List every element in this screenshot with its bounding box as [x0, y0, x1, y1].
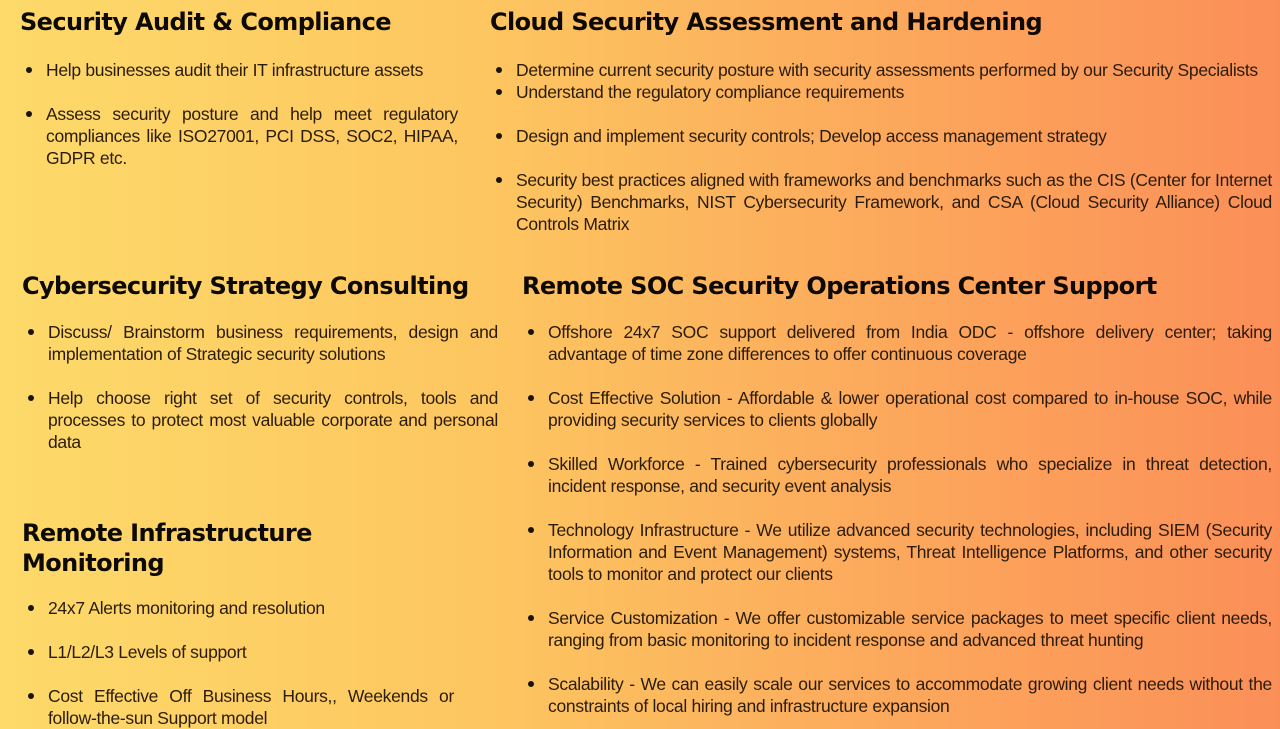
list-item: Discuss/ Brainstorm business requirements, design and implementation of Strategic security solutions: [22, 321, 498, 365]
bullet-list: [20, 59, 458, 169]
section-title: Security Audit & Compliance: [20, 8, 391, 36]
section-infrastructure-monitoring: [22, 518, 454, 729]
list-item: Help businesses audit their IT infrastructure assets: [20, 59, 458, 81]
list-item: Determine current security posture with security assessments performed by our Security Specialists: [490, 59, 1272, 81]
list-item: Design and implement security controls; Develop access management strategy: [490, 125, 1272, 147]
list-item: Offshore 24x7 SOC support delivered from India ODC - offshore delivery center; taking advantage of time zone differences to offer continuous coverage: [522, 321, 1272, 365]
list-item: Technology Infrastructure - We utilize advanced security technologies, including SIEM (Security Information and Event Management) systems, Threat Intelligence Platforms, and other security tools to monitor and protect our clients: [522, 519, 1272, 585]
list-item: Assess security posture and help meet regulatory compliances like ISO27001, PCI DSS, SOC2, HIPAA, GDPR etc.: [20, 103, 458, 169]
section-title: Cybersecurity Strategy Consulting: [22, 272, 469, 300]
section-cloud-security: [490, 7, 1272, 235]
list-item: Service Customization - We offer customizable service packages to meet specific client needs, ranging from basic monitoring to incident response and advanced threat hunting: [522, 607, 1272, 651]
list-item: Cost Effective Solution - Affordable & lower operational cost compared to in-house SOC, while providing security services to clients globally: [522, 387, 1272, 431]
section-title: Remote SOC Security Operations Center Support: [522, 272, 1157, 300]
list-item: L1/L2/L3 Levels of support: [22, 641, 454, 663]
section-remote-soc: [522, 271, 1272, 717]
list-item: Security best practices aligned with frameworks and benchmarks such as the CIS (Center for Internet Security) Benchmarks, NIST Cybersecurity Framework, and CSA (Cloud Security Alliance) Cloud Controls Matrix: [490, 169, 1272, 235]
section-strategy-consulting: [22, 271, 498, 453]
list-item: Cost Effective Off Business Hours,, Weekends or follow-the-sun Support model: [22, 685, 454, 729]
list-item: Scalability - We can easily scale our services to accommodate growing client needs without the constraints of local hiring and infrastructure expansion: [522, 673, 1272, 717]
bullet-list: [490, 59, 1272, 235]
bullet-list: [22, 321, 498, 453]
list-item: Help choose right set of security controls, tools and processes to protect most valuable corporate and personal data: [22, 387, 498, 453]
list-item: 24x7 Alerts monitoring and resolution: [22, 597, 454, 619]
bullet-list: [22, 597, 454, 729]
section-security-audit: [20, 7, 458, 169]
section-title: Cloud Security Assessment and Hardening: [490, 8, 1043, 36]
list-item: Skilled Workforce - Trained cybersecurity professionals who specialize in threat detection, incident response, and security event analysis: [522, 453, 1272, 497]
bullet-list: [522, 321, 1272, 717]
list-item: Understand the regulatory compliance requirements: [490, 81, 1272, 103]
section-title: Remote Infrastructure Monitoring: [22, 519, 312, 577]
